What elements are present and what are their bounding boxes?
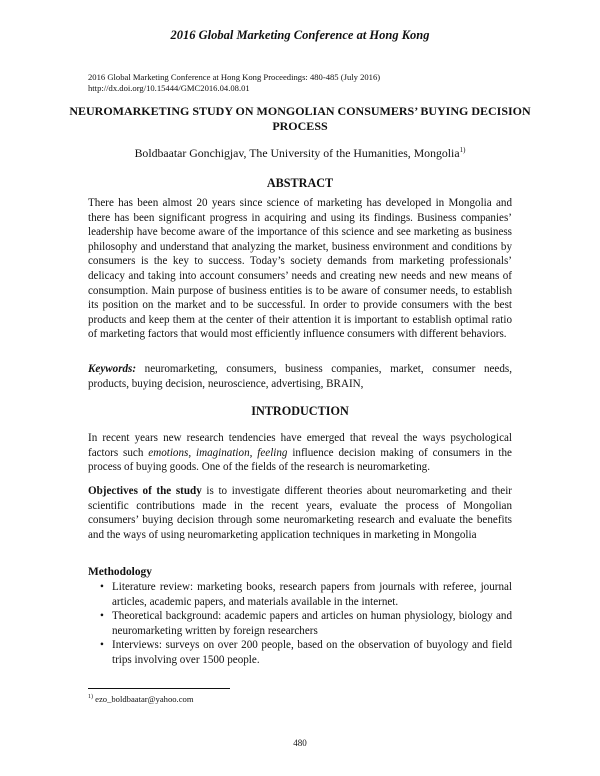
methodology-list [88,580,512,668]
introduction-heading: INTRODUCTION [251,404,349,418]
conference-header: 2016 Global Marketing Conference at Hong Kong [170,28,430,42]
abstract-heading: ABSTRACT [266,176,334,190]
author-footnote-mark: 1) [459,146,466,155]
intro-text-part: In recent years new research tendencies have emerged that reveal the ways psychological factors such [88,432,512,459]
keywords-paragraph [88,362,512,391]
footnote-divider [88,688,230,689]
list-item [88,638,512,667]
proceedings-info [88,72,528,94]
author-name: Boldbaatar Gonchigjav, The University of the Humanities, Mongolia [134,146,460,160]
list-item [88,609,512,638]
list-item [88,580,512,609]
page-number: 480 [293,738,307,748]
intro-italic-text: emotions, imagination, feeling [148,446,288,459]
keywords-label: Keywords: [88,363,137,375]
objectives-paragraph [88,484,512,542]
objectives-label: Objectives of the study [88,485,202,497]
bullet-icon: • [100,581,104,593]
bullet-icon: • [100,639,104,652]
list-item-text: Interviews: surveys on over 200 people, based on the observation of buyology and field trips involving over 1500 people. [112,639,512,666]
abstract-text: There has been almost 20 years since science of marketing has developed in Mongolia and there has been significant progress in acquiring and using its findings. Business companies’ leadership have become aware of the importance of this science and see marketing as business philosophy and understand that analyzing the market, business environment and conditions by consumers is the key to success. Today’s society demands from marketing professionals’ delicacy and taking into account consumers’ needs and creating new needs and new means of consumption. Main purpose of business entities is to be aware of consumer needs, to establish its position on the market and to be successful. In order to provide consumers with the best products and keep them at the center of their attention it is important to establish optimal ratio of marketing factors that would most efficiently influence consumers with different behaviors. [88,197,512,341]
footnote [88,694,194,704]
footnote-email[interactable]: ezo_boldbaatar@yahoo.com [93,694,194,704]
methodology-heading: Methodology [88,566,152,578]
objectives-text: is to investigate different theories about neuromarketing and their scientific contributions made in the recent years, evaluate the process of Mongolian consumers’ buying decision through some neuromarketing research and evaluate the benefits and the ways of using neuromarketing application techniques in marketing in Mongolia [88,485,513,541]
proceedings-citation: 2016 Global Marketing Conference at Hong Kong Proceedings: 480-485 (July 2016) [88,72,381,82]
doi-link[interactable]: http://dx.doi.org/10.15444/GMC2016.04.08.01 [88,83,250,93]
list-item-text: Theoretical background: academic papers and articles on human physiology, biology and neuromarketing written by foreign researchers [112,610,512,637]
introduction-paragraph [88,431,512,475]
bullet-icon: • [100,610,104,623]
paper-title: NEUROMARKETING STUDY ON MONGOLIAN CONSUMERS’ BUYING DECISION PROCESS [69,104,531,133]
intro-text-part: influence decision making of consumers in the process of buying goods. One of the fields of the research is neuromarketing. [88,446,512,474]
footnote-mark: 1) [88,694,93,701]
author-line [60,146,540,161]
list-item-text: Literature review: marketing books, research papers from journals with referee, journal articles, academic papers, and materials available in the internet. [112,581,512,608]
keywords-text: neuromarketing, consumers, business companies, market, consumer needs, products, buying decision, neuroscience, advertising, BRAIN, [88,363,512,390]
